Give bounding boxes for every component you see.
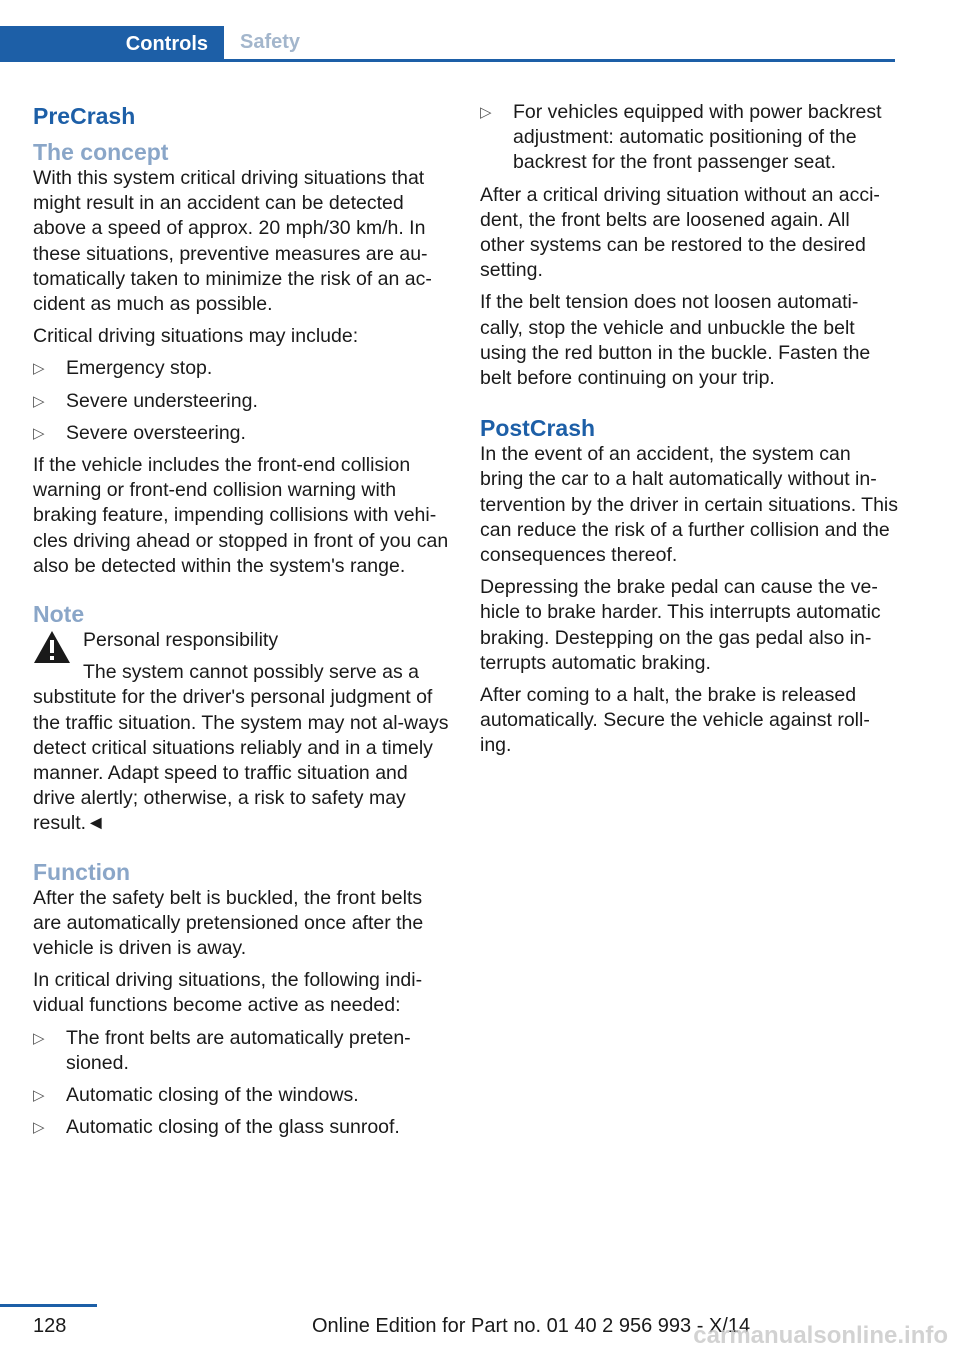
warning-note — [33, 628, 451, 837]
triangle-bullet-icon: ▷ — [33, 360, 45, 378]
footer-divider — [0, 1304, 97, 1307]
list-item — [33, 356, 451, 381]
page-number: 128 — [33, 1315, 67, 1337]
tab-controls[interactable]: Controls — [0, 26, 224, 62]
paragraph: If the belt tension does not loosen automati-cally, stop the vehicle and unbuckle the belt using the red button in the buckle. Fasten the belt before continuing on your trip. — [480, 291, 871, 390]
triangle-bullet-icon: ▷ — [33, 1087, 45, 1105]
list-item-text: Severe understeering. — [66, 389, 258, 412]
list-item — [33, 1115, 451, 1140]
list-item-text: Automatic closing of the glass sunroof. — [66, 1116, 400, 1139]
list-item-text: For vehicles equipped with power backrest adjustment: automatic positioning of the backrest for the front passenger seat. — [513, 101, 882, 174]
functions-list-continued — [480, 100, 898, 176]
subsection-title-concept: The concept — [33, 139, 169, 165]
subsection-title-note: Note — [33, 601, 85, 628]
warning-triangle-icon — [33, 630, 71, 664]
list-item-text: Emergency stop. — [66, 357, 213, 380]
paragraph: If the vehicle includes the front-end collision warning or front-end collision warning with braking feature, impending collisions with vehi-cles driving ahead or stopped in front of you can also be detected within the system's range. — [33, 454, 449, 577]
list-item — [33, 389, 451, 414]
paragraph: Depressing the brake pedal can cause the ve-hicle to brake harder. This interrupts automatic braking. Destepping on the gas pedal also in-terrupts automatic braking. — [480, 576, 881, 674]
left-column — [33, 100, 451, 1148]
watermark: carmanualsonline.info — [693, 1322, 948, 1349]
list-item — [480, 100, 898, 176]
header-bar — [0, 26, 895, 62]
list-item — [33, 1083, 451, 1108]
tab-safety[interactable]: Safety — [240, 31, 301, 53]
functions-list — [33, 1026, 451, 1141]
triangle-bullet-icon: ▷ — [33, 1119, 45, 1137]
paragraph: In the event of an accident, the system can bring the car to a halt automatically without in-tervention by the driver in certain situations. This can reduce the risk of a further collision and the consequences thereof. — [480, 443, 899, 567]
right-column — [480, 100, 898, 766]
list-item-text: The front belts are automatically preten-sioned. — [66, 1026, 411, 1074]
header-divider — [0, 59, 895, 62]
paragraph: In critical driving situations, the following indi-vidual functions become active as needed: — [33, 969, 423, 1017]
list-item-text: Severe oversteering. — [66, 421, 246, 444]
paragraph: After a critical driving situation without an acci-dent, the front belts are loosened again. All other systems can be restored to the desired setting. — [480, 183, 880, 282]
section-title-precrash: PreCrash — [33, 103, 136, 129]
paragraph: Critical driving situations may include: — [33, 325, 359, 348]
note-heading: Personal responsibility — [83, 629, 279, 652]
note-text: The system cannot possibly serve as a substitute for the driver's personal judgment of the traffic situation. The system may not al-ways detect critical situations reliably and in a timely manner. Adapt speed to traffic situation and drive alertly; otherwise, a risk to safety may result.◄ — [33, 661, 449, 835]
section-title-postcrash: PostCrash — [480, 415, 596, 442]
situations-list — [33, 356, 451, 446]
list-item — [33, 421, 451, 446]
triangle-bullet-icon: ▷ — [33, 1029, 45, 1047]
edition-text: Online Edition for Part no. 01 40 2 956 993 - X/14 — [312, 1315, 751, 1337]
triangle-bullet-icon: ▷ — [33, 392, 45, 410]
subsection-title-function: Function — [33, 858, 131, 885]
paragraph: After the safety belt is buckled, the front belts are automatically pretensioned once after the vehicle is driven is away. — [33, 886, 424, 960]
note-heading-row — [33, 628, 451, 653]
paragraph: After coming to a halt, the brake is released automatically. Secure the vehicle against roll-ing. — [480, 684, 870, 757]
paragraph: With this system critical driving situations that might result in an accident can be detected above a speed of approx. 20 mph/30 km/h. In these situations, preventive measures are au-tomatically taken to minimize the risk of an ac-cident as much as possible. — [33, 167, 432, 316]
list-item-text: Automatic closing of the windows. — [66, 1084, 359, 1107]
list-item — [33, 1026, 451, 1076]
triangle-bullet-icon: ▷ — [33, 424, 45, 442]
triangle-bullet-icon: ▷ — [480, 104, 492, 121]
